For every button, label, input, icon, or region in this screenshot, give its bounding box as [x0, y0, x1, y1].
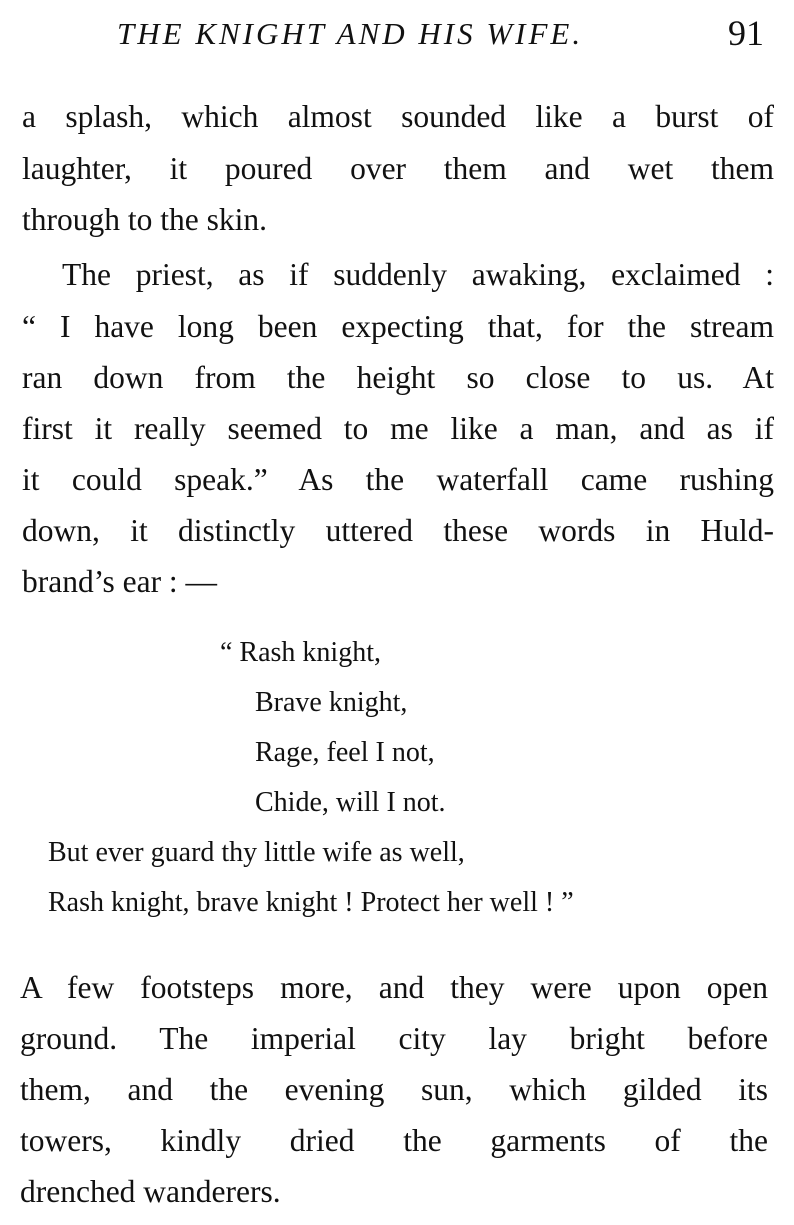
- running-title: THE KNIGHT AND HIS WIFE.: [117, 16, 584, 51]
- verse-line: Rage, feel I not,: [255, 737, 435, 768]
- running-header: [0, 14, 794, 54]
- page-number: 91: [728, 13, 764, 53]
- text-line: brand’s ear : —: [22, 564, 218, 599]
- text-line: towers, kindly dried the garments of the: [20, 1123, 768, 1158]
- text-line: down, it distinctly uttered these words in Huld-: [22, 513, 774, 548]
- text-line: laughter, it poured over them and wet them: [22, 151, 774, 186]
- text-line: A few footsteps more, and they were upon open: [20, 970, 768, 1005]
- text-line: first it really seemed to me like a man, and as if: [22, 411, 774, 446]
- verse-line: But ever guard thy little wife as well,: [48, 837, 465, 868]
- verse-line: Brave knight,: [255, 687, 408, 718]
- verse-line: “ Rash knight,: [220, 637, 381, 668]
- text-line: ground. The imperial city lay bright before: [20, 1021, 768, 1056]
- verse-line: Chide, will I not.: [255, 787, 446, 818]
- text-line: them, and the evening sun, which gilded its: [20, 1072, 768, 1107]
- text-line: “ I have long been expecting that, for the stream: [22, 309, 774, 344]
- text-line: drenched wanderers.: [20, 1174, 281, 1209]
- verse-line: Rash knight, brave knight ! Protect her well ! ”: [48, 887, 574, 918]
- text-line: it could speak.” As the waterfall came rushing: [22, 462, 774, 497]
- text-line: The priest, as if suddenly awaking, exclaimed :: [62, 257, 774, 292]
- text-line: through to the skin.: [22, 202, 267, 237]
- text-line: a splash, which almost sounded like a burst of: [22, 99, 774, 134]
- text-line: ran down from the height so close to us. At: [22, 360, 774, 395]
